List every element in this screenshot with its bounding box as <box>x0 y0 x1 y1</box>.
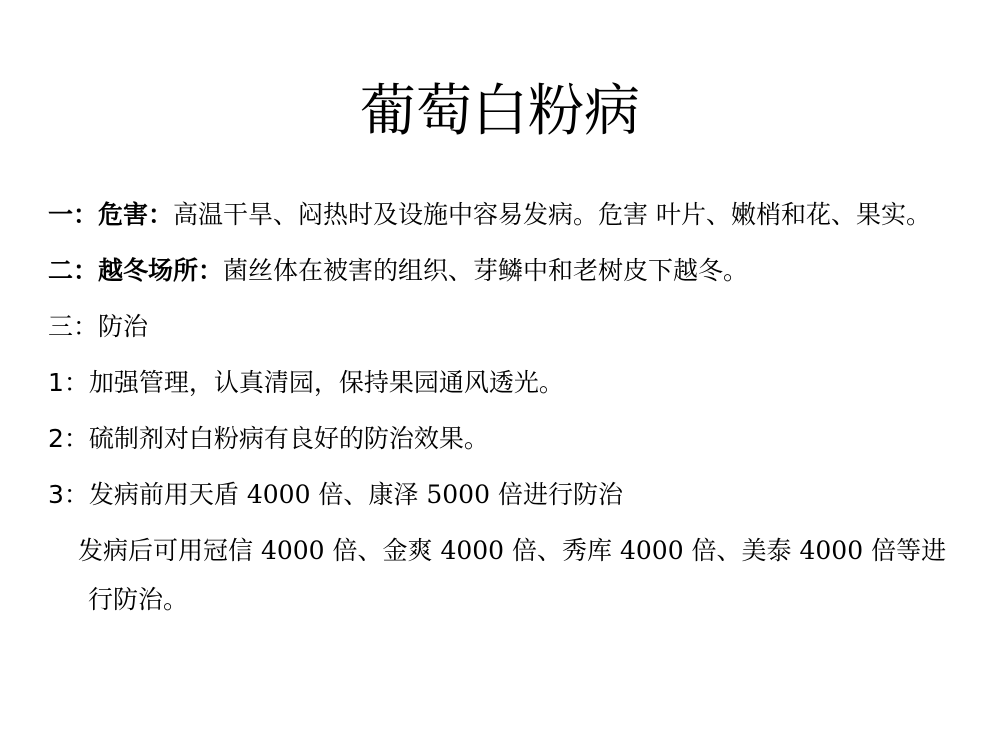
item-control-2-text: 硫制剂对白粉病有良好的防治效果。 <box>88 424 489 453</box>
item-overwintering-label: 越冬场所： <box>98 256 224 285</box>
item-control-1-text: 加强管理，认真清园，保持果园通风透光。 <box>88 368 564 397</box>
slide-title: 葡萄白粉病 <box>360 79 640 144</box>
item-harm-label: 危害： <box>98 200 174 229</box>
item-overwintering-text: 菌丝体在被害的组织、芽鳞中和老树皮下越冬。 <box>223 256 749 285</box>
item-overwintering <box>48 246 948 295</box>
item-harm <box>48 190 948 239</box>
item-control-1-prefix: 1： <box>48 368 89 397</box>
slide-body <box>48 190 948 631</box>
item-control-1 <box>48 358 948 407</box>
item-control-3-text: 发病前用天盾 4000 倍、康泽 5000 倍进行防治 <box>88 480 623 509</box>
item-control-2 <box>48 414 948 463</box>
item-control-3-prefix: 3： <box>48 480 89 509</box>
item-harm-prefix: 一： <box>48 200 99 229</box>
item-control-2-prefix: 2： <box>48 424 89 453</box>
item-overwintering-prefix: 二： <box>48 256 99 285</box>
item-harm-text: 高温干旱、闷热时及设施中容易发病。危害 叶片、嫩梢和花、果实。 <box>173 200 931 229</box>
item-control-3-continued-text: 发病后可用冠信 4000 倍、金爽 4000 倍、秀库 4000 倍、美泰 4000 倍等进行防治。 <box>78 536 947 614</box>
item-control-3-continued <box>48 526 948 624</box>
item-control-heading-text: 三：防治 <box>48 312 149 341</box>
item-control-3 <box>48 470 948 519</box>
item-control-heading <box>48 302 948 351</box>
